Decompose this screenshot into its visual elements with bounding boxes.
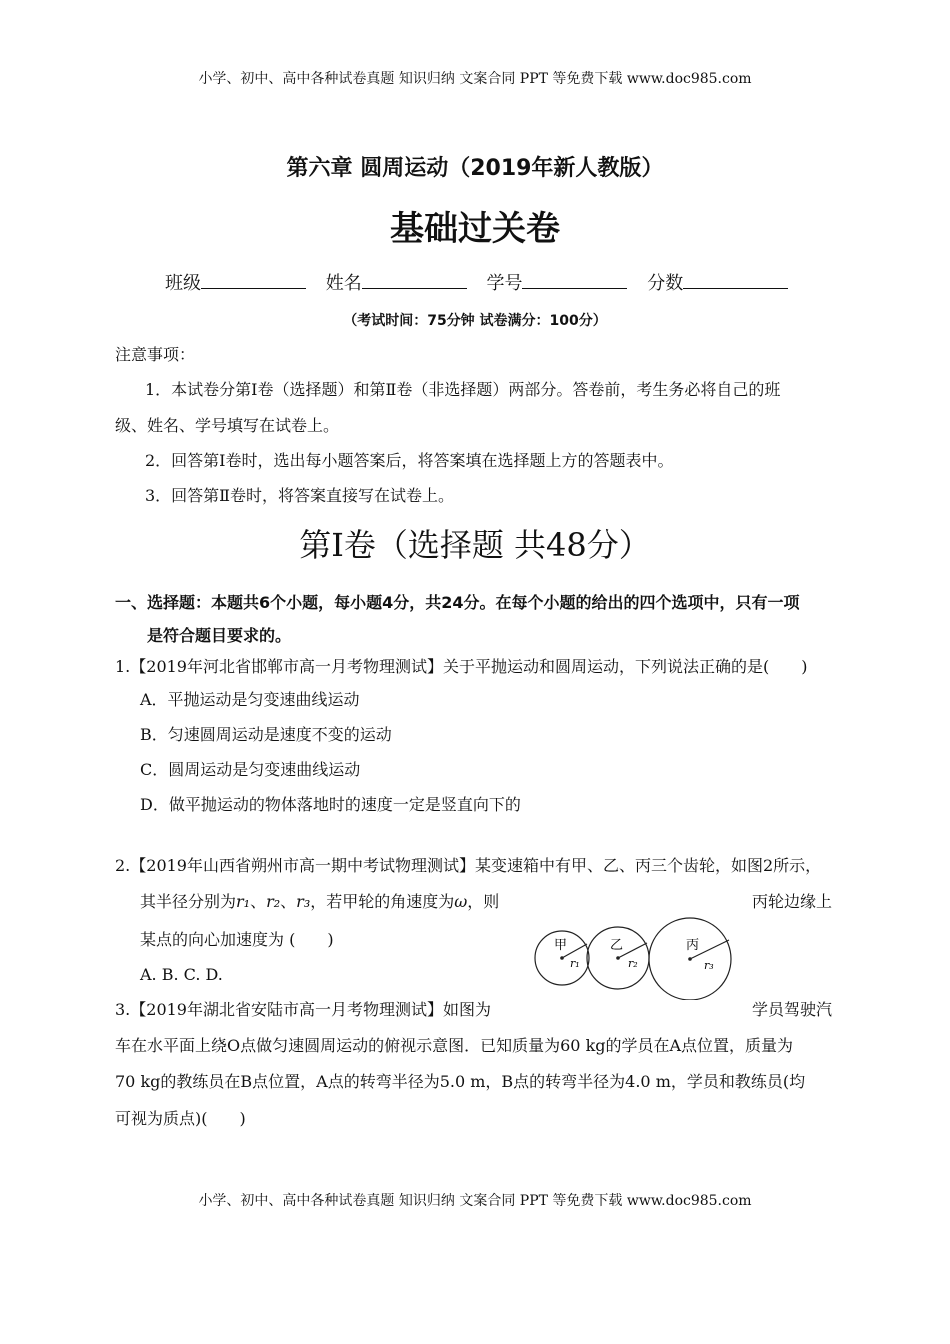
note-1: 1．本试卷分第Ⅰ卷（选择题）和第Ⅱ卷（非选择题）两部分。答卷前，考生务必将自己的班	[145, 380, 781, 399]
id-blank[interactable]	[522, 274, 627, 289]
exam-info: （考试时间：75分钟 试卷满分：100分）	[343, 313, 607, 329]
q1-option-b: B．匀速圆周运动是速度不变的运动	[140, 725, 392, 744]
gear-label-bing: 丙	[686, 938, 700, 953]
notes-heading: 注意事项：	[115, 345, 196, 364]
student-info-fields	[165, 273, 802, 295]
section-title: 第Ⅰ卷（选择题 共48分）	[299, 526, 651, 564]
q2-stem: 2.【2019年山西省朔州市高一期中考试物理测试】某变速箱中有甲、乙、丙三个齿轮，如图2所示，	[115, 856, 822, 875]
q3-line2: 车在水平面上绕O点做匀速圆周运动的俯视示意图．已知质量为60 kg的学员在A点位置，质量为	[115, 1036, 794, 1055]
field-name: 姓名	[325, 273, 362, 294]
q1-stem: 1.【2019年河北省邯郸市高一月考物理测试】关于平抛运动和圆周运动，下列说法正确的是( )	[115, 657, 808, 676]
r2: r₂	[266, 892, 281, 911]
q1-option-d: D．做平抛运动的物体落地时的速度一定是竖直向下的	[140, 795, 521, 814]
q2-line2: 其半径分别为r₁、r₂、r₃，若甲轮的角速度为ω，则	[140, 892, 500, 911]
chapter-title: 第六章 圆周运动（2019年新人教版）	[286, 156, 664, 181]
instructions-2: 是符合题目要求的。	[147, 626, 292, 645]
q1-option-a: A．平抛运动是匀变速曲线运动	[140, 690, 360, 709]
omega: ω	[454, 892, 468, 911]
q3-line3: 70 kg的教练员在B点位置，A点的转弯半径为5.0 m，B点的转弯半径为4.0 m，学员和教练员(均	[115, 1072, 806, 1091]
gears-diagram	[530, 915, 750, 1000]
q1-option-c: C．圆周运动是匀变速曲线运动	[140, 760, 361, 779]
r3-label: r₃	[704, 959, 714, 972]
gear-label-jia: 甲	[554, 938, 568, 953]
r1-label: r₁	[570, 957, 580, 970]
paper-title: 基础过关卷	[390, 209, 560, 249]
note-3: 3．回答第Ⅱ卷时，将答案直接写在试卷上。	[145, 486, 455, 505]
text: ，若甲轮的角速度为	[310, 892, 455, 911]
page-footer: 小学、初中、高中各种试卷真题 知识归纳 文案合同 PPT 等免费下载 www.doc985.com	[198, 1193, 752, 1209]
r1: r₁	[236, 892, 251, 911]
field-id: 学号	[486, 273, 523, 294]
q3-line1-end: 学员驾驶汽	[752, 1000, 833, 1019]
instructions-1: 一、选择题：本题共6个小题，每小题4分，共24分。在每个小题的给出的四个选项中，只有一项	[115, 593, 800, 612]
note-2: 2．回答第Ⅰ卷时，选出每小题答案后，将答案填在选择题上方的答题表中。	[145, 451, 674, 470]
field-score: 分数	[647, 273, 684, 294]
note-1-cont: 级、姓名、学号填写在试卷上。	[115, 416, 340, 435]
r2-label: r₂	[628, 957, 638, 970]
q3-line1: 3.【2019年湖北省安陆市高一月考物理测试】如图为	[115, 1000, 491, 1019]
q3-line4: 可视为质点)( )	[115, 1109, 246, 1128]
score-blank[interactable]	[683, 274, 788, 289]
r3: r₃	[296, 892, 311, 911]
q2-options: A. B. C. D.	[140, 965, 223, 984]
page-header: 小学、初中、高中各种试卷真题 知识归纳 文案合同 PPT 等免费下载 www.doc985.com	[198, 71, 752, 87]
text: 其半径分别为	[140, 892, 237, 911]
q2-line3: 某点的向心加速度为 ( )	[140, 930, 334, 949]
name-blank[interactable]	[362, 274, 467, 289]
text: ，则	[467, 892, 500, 911]
q2-line2-end: 丙轮边缘上	[752, 892, 833, 911]
class-blank[interactable]	[201, 274, 306, 289]
gear-label-yi: 乙	[610, 938, 624, 953]
field-class: 班级	[165, 273, 201, 294]
